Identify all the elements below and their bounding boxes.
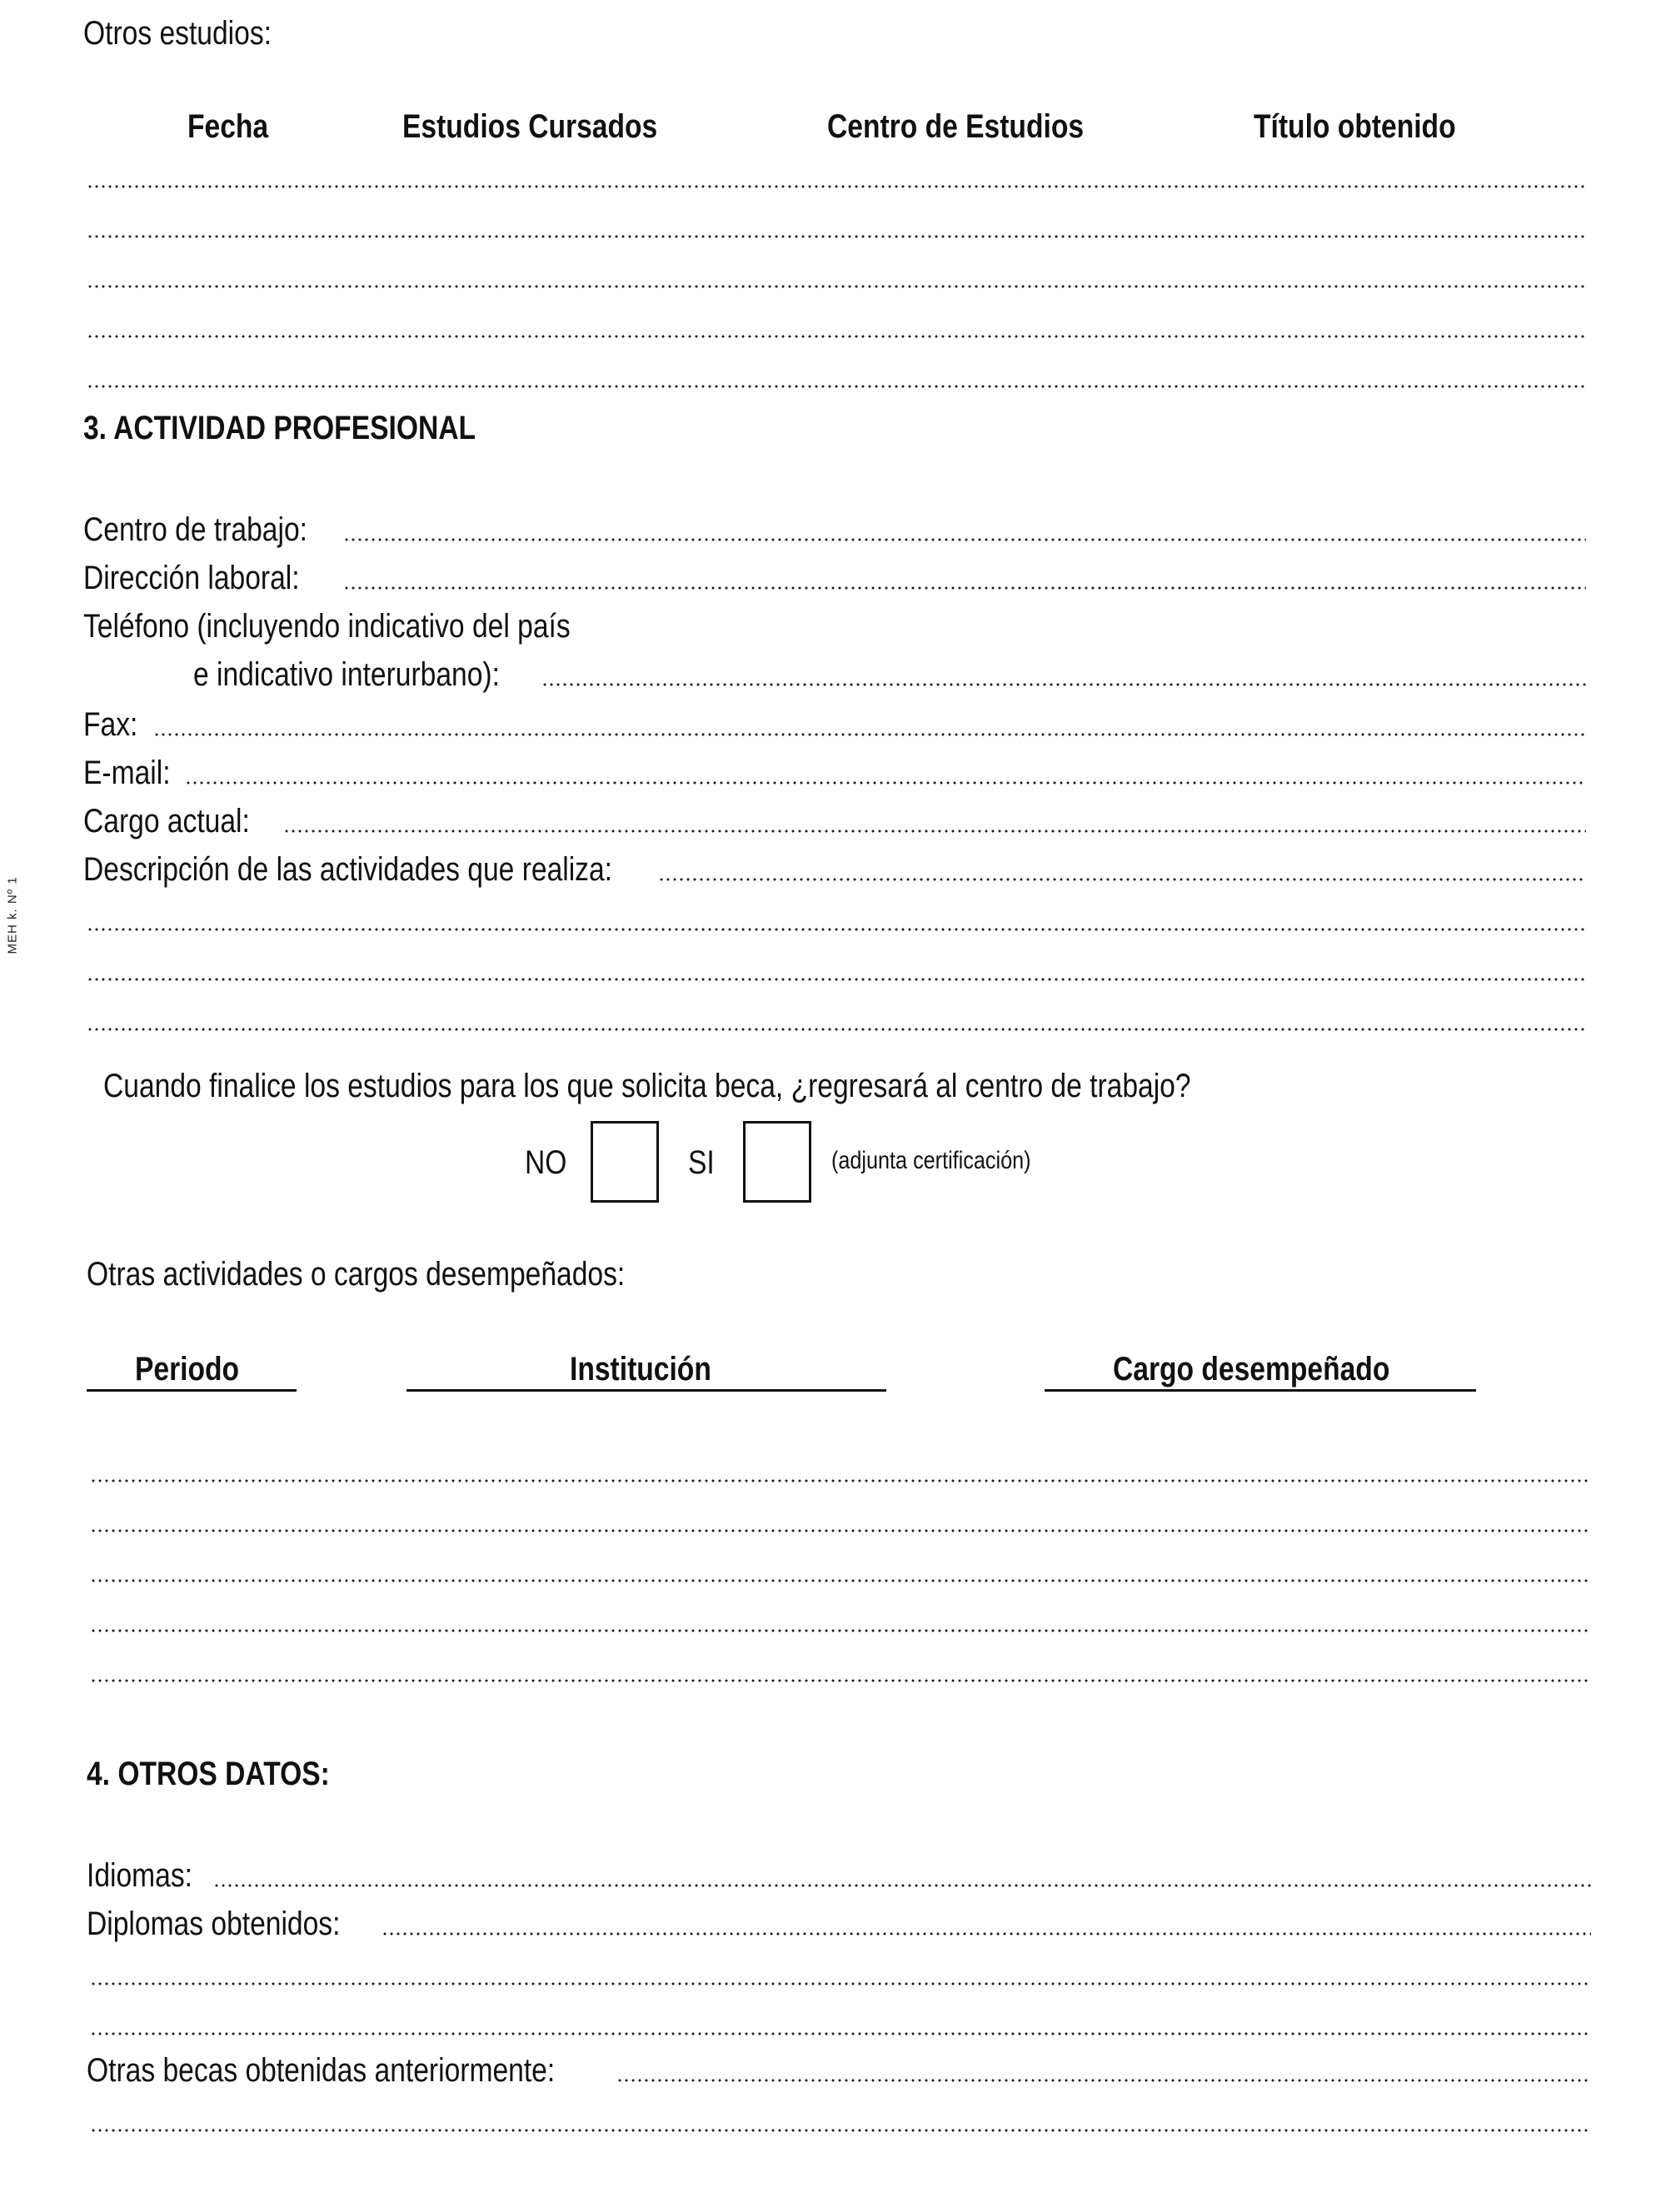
descripcion-field-2[interactable] (87, 928, 1586, 931)
regreso-question: Cuando finalice los estudios para los que solicita beca, ¿regresará al centro de trabajo? (103, 1068, 1191, 1104)
otras-actividades-line-3[interactable] (90, 1579, 1591, 1582)
diplomas-field-3[interactable] (90, 2032, 1591, 2035)
otras-actividades-line-1[interactable] (90, 1479, 1591, 1482)
otros-estudios-line-4[interactable] (87, 335, 1586, 338)
diplomas-field-2[interactable] (90, 1982, 1591, 1985)
descripcion-field-1[interactable] (658, 878, 1586, 881)
otras-actividades-line-2[interactable] (90, 1529, 1591, 1532)
si-checkbox[interactable] (743, 1121, 811, 1203)
otros-estudios-line-1[interactable] (87, 185, 1586, 188)
si-note: (adjunta certificación) (831, 1147, 1031, 1174)
telefono-label-line1: Teléfono (incluyendo indicativo del país (83, 608, 571, 645)
email-field[interactable] (185, 781, 1586, 785)
otras-actividades-line-5[interactable] (90, 1679, 1591, 1682)
idiomas-label: Idiomas: (87, 1857, 192, 1894)
header-estudios-cursados: Estudios Cursados (402, 108, 658, 145)
descripcion-field-3[interactable] (87, 978, 1586, 981)
institucion-underline (407, 1389, 886, 1392)
cargo-actual-field[interactable] (283, 830, 1586, 833)
si-label: SI (688, 1144, 715, 1181)
periodo-underline (87, 1389, 297, 1392)
otros-estudios-line-5[interactable] (87, 385, 1586, 388)
cargo-underline (1045, 1389, 1476, 1392)
fax-field[interactable] (153, 733, 1586, 736)
header-periodo: Periodo (135, 1351, 240, 1387)
otras-becas-field-2[interactable] (90, 2129, 1591, 2132)
section-4-title: 4. OTROS DATOS: (87, 1756, 330, 1792)
side-form-code: MEH k. Nº 1 (5, 876, 20, 954)
otros-estudios-line-3[interactable] (87, 285, 1586, 288)
otras-actividades-label: Otras actividades o cargos desempeñados: (87, 1256, 626, 1293)
descripcion-label: Descripción de las actividades que realiza: (83, 851, 613, 888)
direccion-laboral-label: Dirección laboral: (83, 560, 300, 596)
cargo-actual-label: Cargo actual: (83, 803, 250, 839)
diplomas-field-1[interactable] (382, 1932, 1591, 1936)
centro-trabajo-field[interactable] (343, 538, 1586, 541)
descripcion-field-4[interactable] (87, 1028, 1586, 1031)
section-3-title: 3. ACTIVIDAD PROFESIONAL (83, 410, 476, 446)
otras-becas-label: Otras becas obtenidas anteriormente: (87, 2052, 556, 2089)
telefono-field[interactable] (541, 683, 1586, 686)
idiomas-field[interactable] (213, 1884, 1591, 1887)
otros-estudios-line-2[interactable] (87, 235, 1586, 238)
direccion-laboral-field[interactable] (343, 586, 1586, 590)
otras-becas-field-1[interactable] (616, 2079, 1591, 2082)
telefono-label-line2: e indicativo interurbano): (193, 656, 500, 693)
otros-estudios-label: Otros estudios: (83, 15, 272, 52)
otras-actividades-line-4[interactable] (90, 1629, 1591, 1632)
no-label: NO (525, 1144, 567, 1181)
header-fecha: Fecha (187, 108, 269, 145)
header-centro-estudios: Centro de Estudios (827, 108, 1085, 145)
no-checkbox[interactable] (591, 1121, 659, 1203)
header-cargo-desempenado: Cargo desempeñado (1113, 1351, 1390, 1387)
centro-trabajo-label: Centro de trabajo: (83, 511, 307, 548)
diplomas-label: Diplomas obtenidos: (87, 1906, 341, 1942)
header-titulo-obtenido: Título obtenido (1254, 108, 1456, 145)
header-institucion: Institución (570, 1351, 711, 1387)
fax-label: Fax: (83, 706, 138, 743)
email-label: E-mail: (83, 755, 171, 791)
